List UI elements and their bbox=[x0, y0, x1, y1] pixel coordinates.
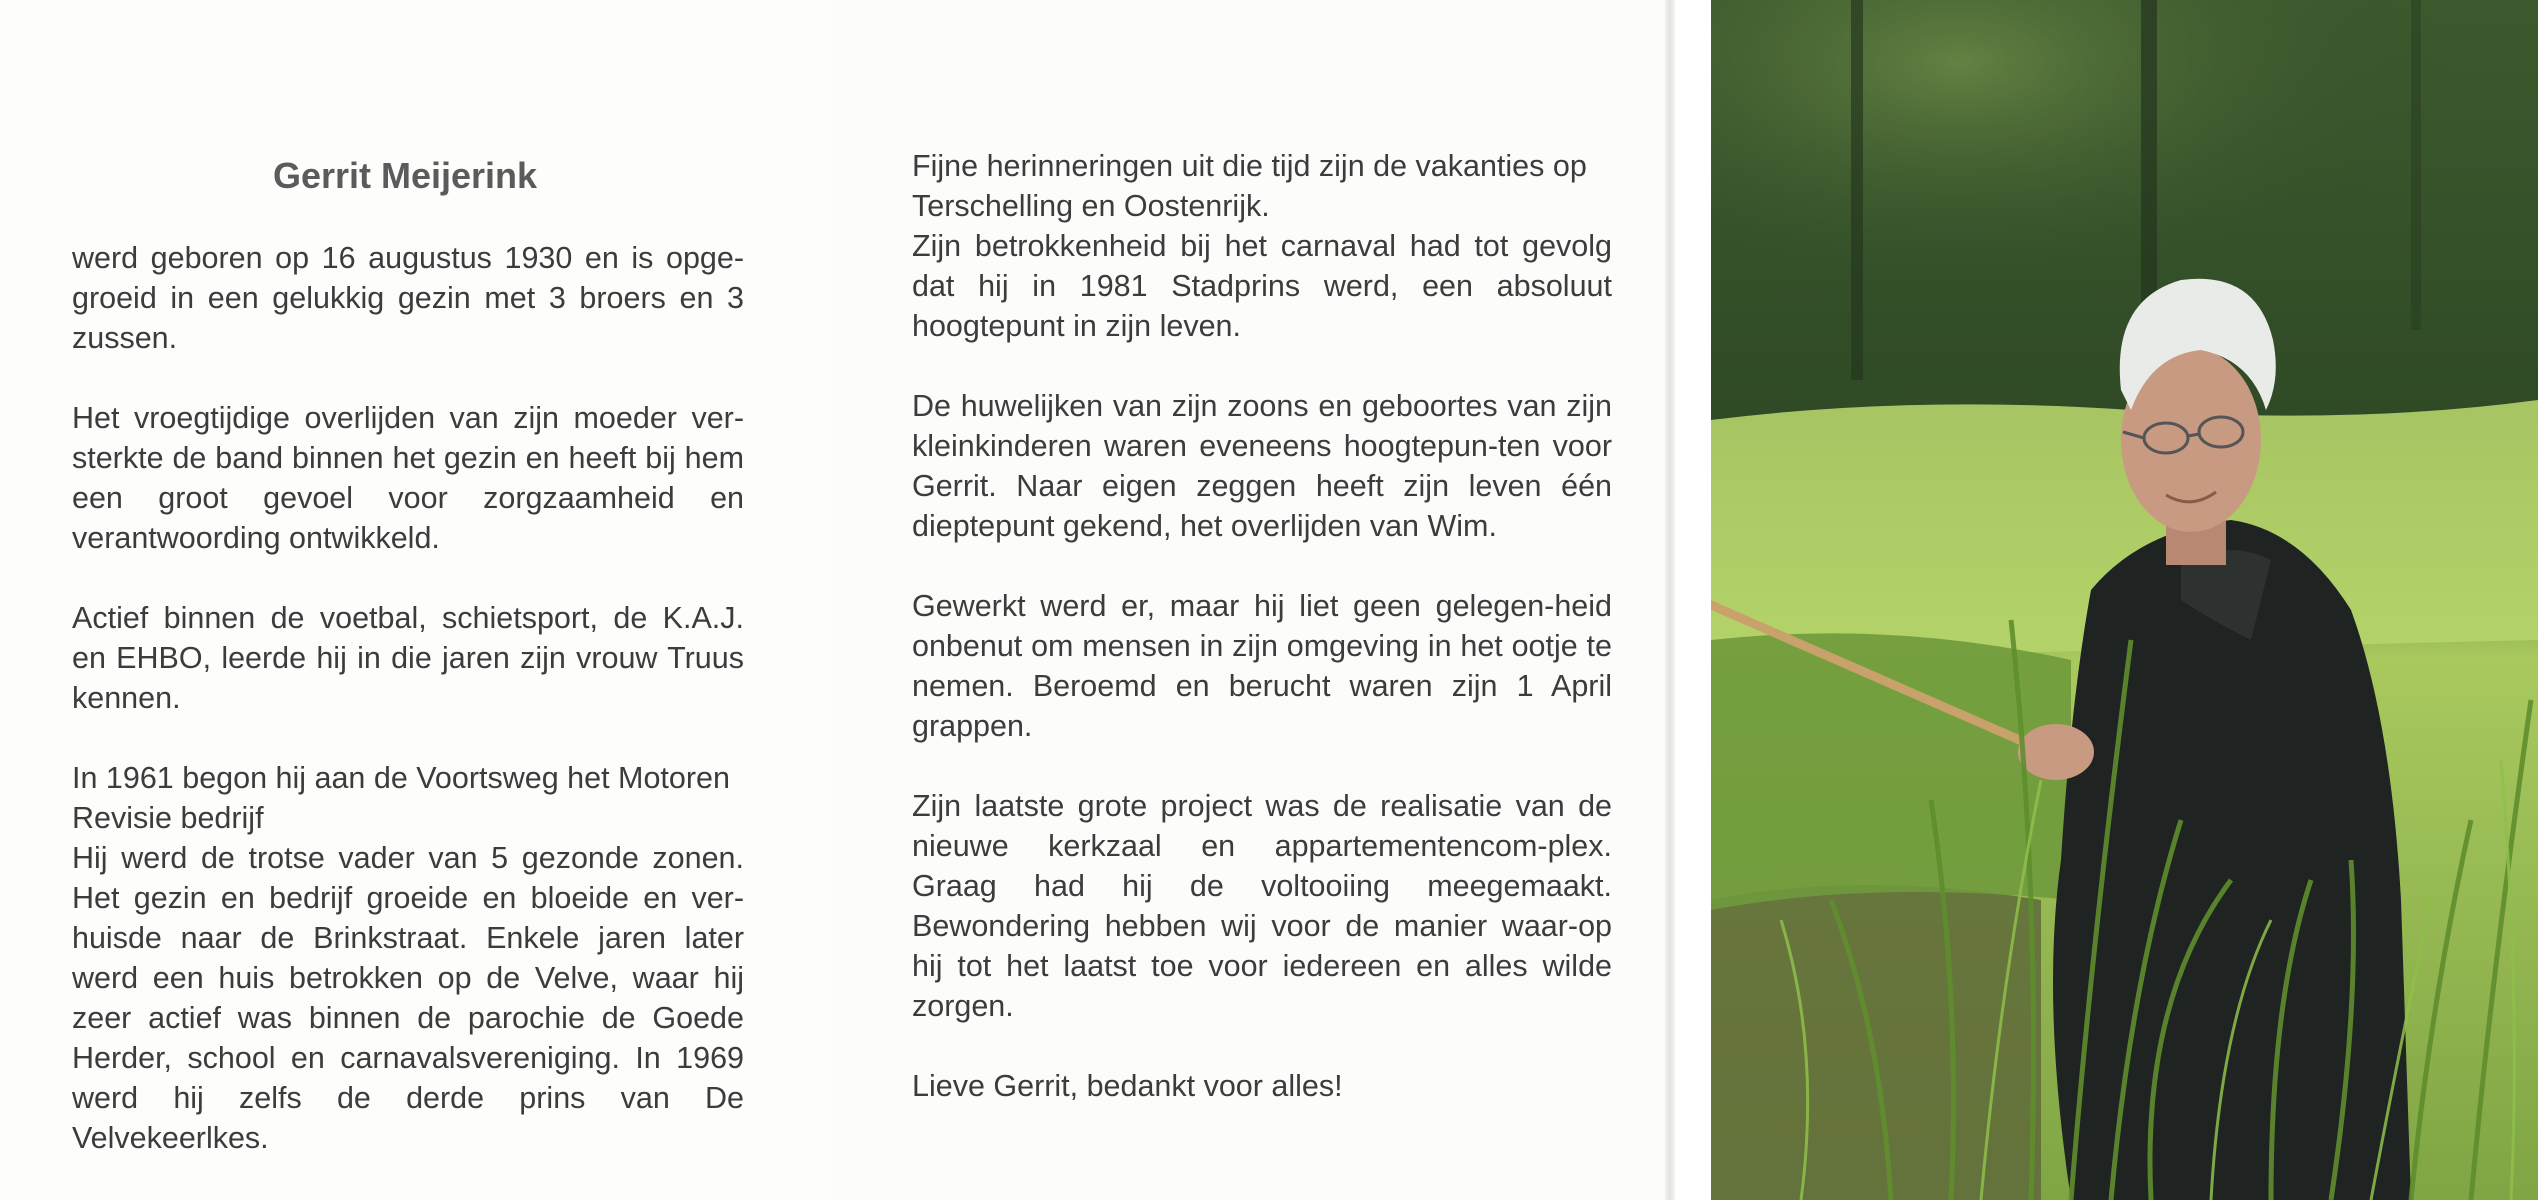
paragraph-highlights: De huwelijken van zijn zoons en geboortes van zijn kleinkinderen waren eveneens hoogtepun-ten voor Gerrit. Naar eigen zeggen heeft zijn leven één dieptepunt gekend, het overlijden van Wim. bbox=[912, 389, 1612, 543]
paragraph-birth: werd geboren op 16 augustus 1930 en is opge-groeid in een gelukkig gezin met 3 broers en 3 zussen. bbox=[72, 241, 744, 355]
portrait-photo bbox=[1711, 0, 2538, 1200]
pond bbox=[1711, 885, 2041, 1200]
paragraph-business: In 1961 begon hij aan de Voortsweg het Motoren Revisie bedrijf bbox=[72, 761, 730, 835]
photo-page bbox=[1675, 0, 2538, 1200]
left-text-column bbox=[72, 238, 744, 1158]
paragraph-farewell: Lieve Gerrit, bedankt voor alles! bbox=[912, 1069, 1343, 1103]
middle-text-column bbox=[912, 146, 1612, 1106]
man-hand bbox=[2018, 724, 2094, 780]
left-page bbox=[0, 0, 830, 1200]
paragraph-carnival: Zijn betrokkenheid bij het carnaval had tot gevolg dat hij in 1981 Stadprins werd, een absoluut hoogtepunt in zijn leven. bbox=[912, 229, 1612, 343]
paragraph-holidays: Fijne herinneringen uit die tijd zijn de vakanties op Terschelling en Oostenrijk. bbox=[912, 149, 1587, 223]
portrait-illustration bbox=[1711, 0, 2538, 1200]
paragraph-humor: Gewerkt werd er, maar hij liet geen gelegen-heid onbenut om mensen in zijn omgeving in het ootje te nemen. Beroemd en berucht waren zijn 1 April grappen. bbox=[912, 589, 1612, 743]
middle-page bbox=[830, 0, 1670, 1200]
card-fold bbox=[1665, 0, 1675, 1200]
paragraph-mother: Het vroegtijdige overlijden van zijn moeder ver-sterkte de band binnen het gezin en heeft bij hem een groot gevoel voor zorgzaamheid en verantwoording ontwikkeld. bbox=[72, 401, 744, 555]
paragraph-family: Hij werd de trotse vader van 5 gezonde zonen. Het gezin en bedrijf groeide en bloeide en ver-huisde naar de Brinkstraat. Enkele jaren later werd een huis betrokken op de Velve, waar hij zeer actief was binnen de parochie de Goede Herder, school en carnavalsvereniging. In 1969 werd hij zelfs de derde prins van De Velvekeerlkes. bbox=[72, 841, 744, 1155]
paragraph-project: Zijn laatste grote project was de realisatie van de nieuwe kerkzaal en appartementencom-plex. Graag had hij de voltooiing meegemaakt. Bewondering hebben wij voor de manier waar-op hij tot het laatst toe voor iedereen en alles wilde zorgen. bbox=[912, 789, 1612, 1023]
paragraph-active: Actief binnen de voetbal, schietsport, de K.A.J. en EHBO, leerde hij in die jaren zijn vrouw Truus kennen. bbox=[72, 601, 744, 715]
memorial-name: Gerrit Meijerink bbox=[272, 155, 538, 196]
